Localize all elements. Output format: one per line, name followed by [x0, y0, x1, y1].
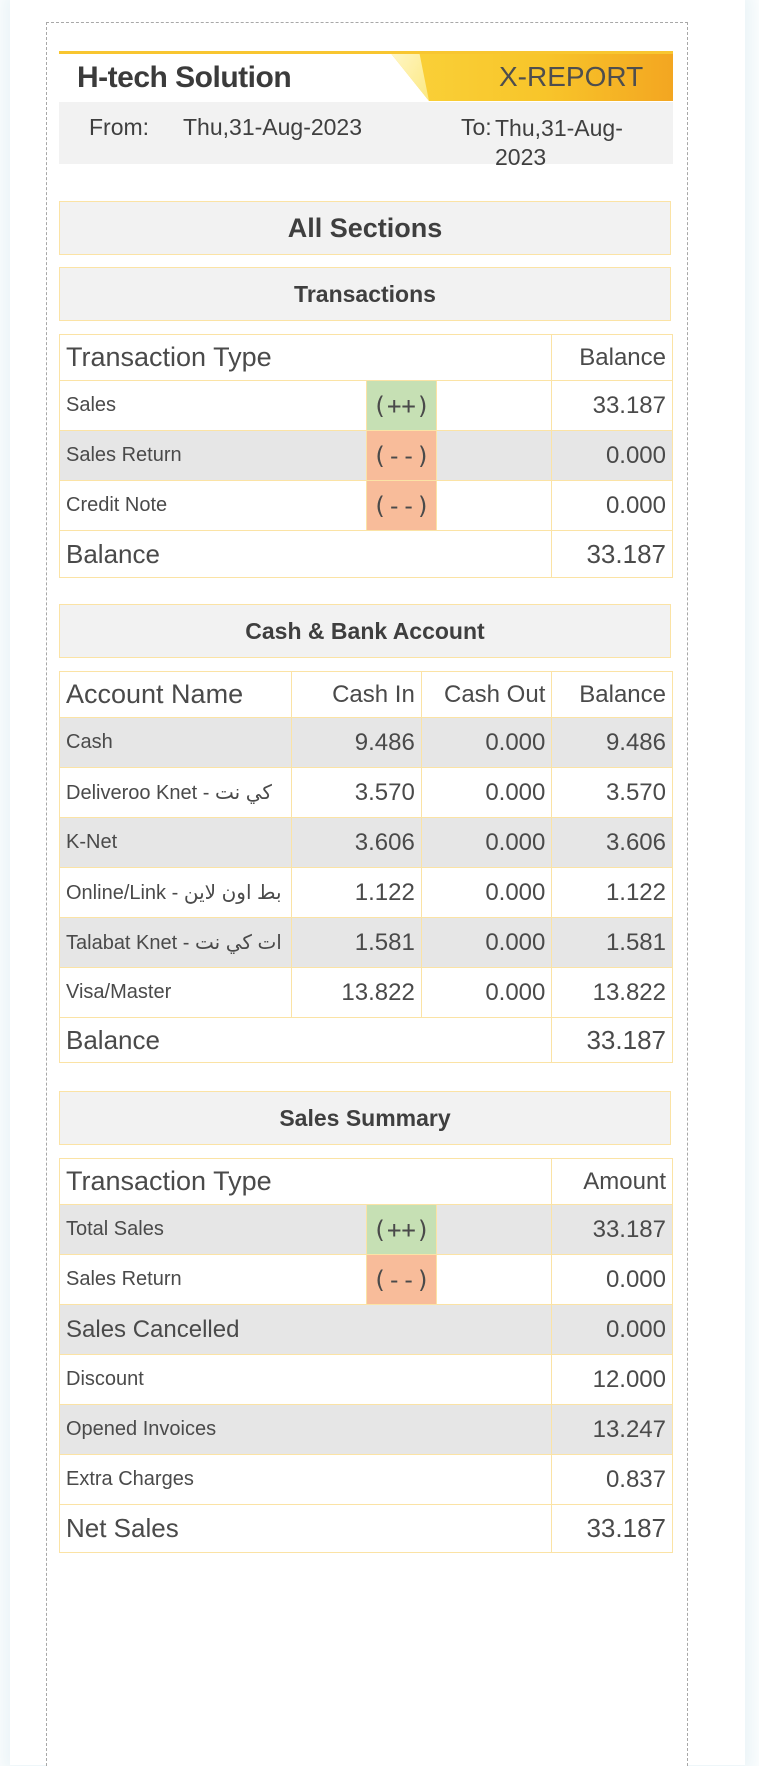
account-name: K-Net: [60, 818, 292, 868]
table-header-row: [60, 1159, 673, 1205]
from-date: Thu,31-Aug-2023: [183, 114, 363, 140]
col-cash-in: Cash In: [292, 672, 421, 718]
cash-in: 1.122: [292, 868, 421, 918]
total-value: 33.187: [552, 1018, 673, 1063]
col-amount: Amount: [552, 1159, 673, 1205]
balance: 3.606: [552, 818, 673, 868]
table-row: [60, 481, 673, 531]
positive-badge: (++): [366, 1205, 437, 1255]
table-row: [60, 1255, 673, 1305]
row-label: Sales: [60, 381, 367, 431]
row-label: Extra Charges: [60, 1455, 552, 1505]
negative-badge: (--): [366, 481, 437, 531]
sales-summary-table: [59, 1158, 673, 1553]
balance: 1.122: [552, 868, 673, 918]
report-type: X-REPORT: [499, 61, 644, 92]
table-row: [60, 1355, 673, 1405]
col-transaction-type: Transaction Type: [60, 1159, 552, 1205]
total-label: Balance: [60, 1018, 552, 1063]
table-row: [60, 718, 673, 768]
cash-out: 0.000: [421, 968, 552, 1018]
row-value: 0.000: [552, 1305, 673, 1355]
row-value: 12.000: [552, 1355, 673, 1405]
balance: 3.570: [552, 768, 673, 818]
cash-out: 0.000: [421, 818, 552, 868]
balance: 13.822: [552, 968, 673, 1018]
cash-out: 0.000: [421, 718, 552, 768]
table-row: [60, 1455, 673, 1505]
cash-in: 3.606: [292, 818, 421, 868]
to-date: Thu,31-Aug-2023: [495, 115, 623, 170]
cash-out: 0.000: [421, 768, 552, 818]
row-label: Sales Return: [60, 1255, 367, 1305]
table-row: [60, 818, 673, 868]
table-row: [60, 1205, 673, 1255]
transactions-table: [59, 334, 673, 578]
col-balance: Balance: [552, 335, 673, 381]
table-header-row: [60, 335, 673, 381]
row-label: Sales Return: [60, 431, 367, 481]
report-period: [59, 102, 673, 170]
from-label: From:: [89, 114, 150, 140]
total-value: 33.187: [552, 1505, 673, 1553]
report-header: [59, 51, 673, 101]
row-value: 33.187: [552, 1205, 673, 1255]
cash-in: 1.581: [292, 918, 421, 968]
row-value: 0.000: [552, 1255, 673, 1305]
account-name: Online/Link - بط اون لاين: [60, 868, 292, 918]
transactions-heading: Transactions: [59, 267, 671, 321]
col-transaction-type: Transaction Type: [60, 335, 552, 381]
cash-in: 13.822: [292, 968, 421, 1018]
col-account-name: Account Name: [60, 672, 292, 718]
row-value: 13.247: [552, 1405, 673, 1455]
table-row: [60, 1305, 673, 1355]
table-row: [60, 868, 673, 918]
total-label: Balance: [60, 531, 552, 578]
cash-in: 3.570: [292, 768, 421, 818]
cash-out: 0.000: [421, 918, 552, 968]
report-sheet: [46, 22, 688, 1766]
table-row: [60, 968, 673, 1018]
positive-badge: (++): [366, 381, 437, 431]
table-row: [60, 381, 673, 431]
row-value: 0.837: [552, 1455, 673, 1505]
row-label: Sales Cancelled: [60, 1305, 552, 1355]
row-label: Credit Note: [60, 481, 367, 531]
total-row: [60, 1018, 673, 1063]
table-row: [60, 1405, 673, 1455]
header-accent-line: [59, 51, 673, 54]
company-name: H-tech Solution: [77, 61, 292, 94]
balance: 1.581: [552, 918, 673, 968]
row-label: Opened Invoices: [60, 1405, 552, 1455]
sales-summary-heading: Sales Summary: [59, 1091, 671, 1145]
total-row: [60, 531, 673, 578]
cash-bank-table: [59, 671, 673, 1063]
row-label: Total Sales: [60, 1205, 367, 1255]
to-label: To:: [461, 114, 492, 140]
negative-badge: (--): [366, 1255, 437, 1305]
account-name: Cash: [60, 718, 292, 768]
col-balance: Balance: [552, 672, 673, 718]
total-label: Net Sales: [60, 1505, 552, 1553]
row-value: 0.000: [552, 431, 673, 481]
total-value: 33.187: [552, 531, 673, 578]
table-row: [60, 431, 673, 481]
negative-badge: (--): [366, 431, 437, 481]
cash-in: 9.486: [292, 718, 421, 768]
table-row: [60, 768, 673, 818]
row-label: Discount: [60, 1355, 552, 1405]
account-name: Deliveroo Knet - كي نت: [60, 768, 292, 818]
all-sections-heading: All Sections: [59, 201, 671, 255]
cash-bank-heading: Cash & Bank Account: [59, 604, 671, 658]
cash-out: 0.000: [421, 868, 552, 918]
balance: 9.486: [552, 718, 673, 768]
account-name: Talabat Knet - ات كي نت: [60, 918, 292, 968]
table-header-row: [60, 672, 673, 718]
table-row: [60, 918, 673, 968]
row-value: 33.187: [552, 381, 673, 431]
total-row: [60, 1505, 673, 1553]
col-cash-out: Cash Out: [421, 672, 552, 718]
row-value: 0.000: [552, 481, 673, 531]
account-name: Visa/Master: [60, 968, 292, 1018]
